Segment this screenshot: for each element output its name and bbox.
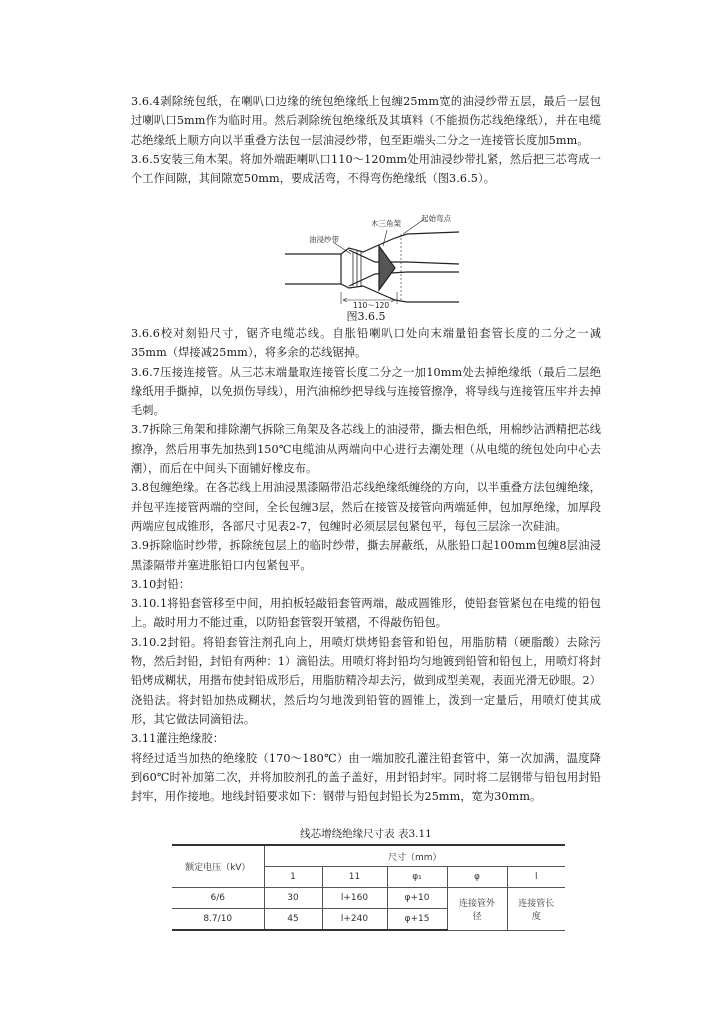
paragraph-3-6-5: 3.6.5安装三角木架。将加外端距喇叭口110～120mm处用油浸纱带扎紧，然后把三芯弯成一个工作间隙，其间隙宽50mm，要成活弯，不得弯伤绝缘纸（图3.6.5）。 <box>131 152 601 186</box>
cell-value: l+160 <box>322 888 387 909</box>
cell-value: φ+10 <box>387 888 447 909</box>
paragraph-3-6-4: 3.6.4剥除统包纸，在喇叭口边缘的统包绝缘纸上包缠25mm宽的油浸纱带五层，最后一层包过喇叭口5mm作为临时用。然后剥除统包绝缘纸及其填料（不能损伤芯线绝缘纸），并在电缆芯绝缘纸上顺方向以半重叠方法包一层油浸纱带，包至距端头二分之一连接管长度加5mm。 <box>131 95 601 147</box>
header-size: 尺寸（mm） <box>264 845 565 867</box>
header-col-phi1: φ₁ <box>387 867 447 888</box>
insulation-size-table <box>172 844 565 931</box>
paragraph-3-11-body: 将经过适当加热的绝缘胶（170～180℃）由一端加胶孔灌注铅套管中，第一次加满，温度降到60℃时补加第二次，并将加胶剂孔的盖子盖好，用封铅封牢。同时将二层钢带与铅包用封铅封牢，用作接地。地线封铅要求如下：钢带与铅包封铅长为25mm，宽为30mm。 <box>131 751 601 804</box>
paragraph-3-10-1: 3.10.1将铅套管移至中间，用拍板轻敲铅套管两端，敲成圆锥形，使铅套管紧包在电缆的铅包上。敲时用力不能过重，以防铅套管裂开皱褶，不得敲伤铅包。 <box>131 597 601 630</box>
header-col-l: l <box>507 867 565 888</box>
label-wood-frame: 木三角架 <box>371 219 401 228</box>
cell-value: l+240 <box>322 909 387 931</box>
cell-voltage: 6/6 <box>172 888 264 909</box>
paragraph-3-7: 3.7拆除三角架和排除潮气拆除三角架及各芯线上的油浸带，撕去相色纸，用棉纱沾洒精把芯线擦净，然后用事先加热到150℃电缆油从两端向中心进行去潮处理（从电缆的统包处向中心去潮），而后在中间头下面铺好橡皮布。 <box>131 423 601 476</box>
header-col-phi: φ <box>447 867 507 888</box>
paragraph-3-9: 3.9拆除临时纱带，拆除统包层上的临时纱带，撕去屏蔽纸，从胀铅口起100mm包缠8层油浸黑漆隔带并塞进胀铅口内包紧包平。 <box>131 539 601 572</box>
dimension-label: 110～120 <box>353 301 390 310</box>
paragraph-3-8: 3.8包缠绝缘。在各芯线上用油浸黑漆隔带沿芯线绝缘纸缠绕的方向，以半重叠方法包缠绝缘，并包平连接管两端的空间，全长包缠3层，然后在接管及接管向两端延伸，包加厚绝缘，加厚段两端应包成锥形，各部尺寸见表2-7，包缠时必须层层包紧包平，每包三层涂一次硅油。 <box>131 481 602 533</box>
paragraph-3-6-7: 3.6.7压接连接管。从三芯末端量取连接管长度二分之一加10mm处去掉绝缘纸（最后二层绝缘纸用手撕掉，以免损伤导线），用汽油棉纱把导线与连接管擦净，将导线与连接管压牢并去掉毛刺。 <box>131 365 601 418</box>
cell-value: 30 <box>264 888 322 909</box>
paragraph-3-6-6: 3.6.6校对刻铅尺寸，锯齐电缆芯线。自胀铅喇叭口处向末端量铅套管长度的二分之一减35mm（焊接减25mm），将多余的芯线锯掉。 <box>131 327 601 360</box>
paragraph-3-10: 3.10封铅： <box>131 577 191 591</box>
cell-connector-od: 连接管外径 <box>447 888 507 931</box>
cell-voltage: 8.7/10 <box>172 909 264 931</box>
header-col-1: 1 <box>264 867 322 888</box>
label-tape: 油浸纱带 <box>309 235 339 244</box>
text-section-bottom <box>131 324 601 806</box>
header-col-11: 11 <box>322 867 387 888</box>
table-header-row-1 <box>172 845 565 867</box>
paragraph-3-10-2: 3.10.2封铅。将铅套管注剂孔向上，用喷灯烘烤铅套管和铅包，用脂肪精（硬脂酸）去除污物，然后封铅，封铅有两种：1）滴铅法。用喷灯将封铅均匀地镀到铅管和铅包上，用喷灯将封铅烤成糊状，用揩布使封铅成形后，用脂肪精冷却去污，做到成型美观，表面光滑无砂眼。2）浇铅法。将封铅加热成糊状，然后均匀地泼到铅管的圆锥上，泼到一定量后，用喷灯使其成形，其它做法同滴铅法。 <box>131 635 602 726</box>
table-row <box>172 888 565 909</box>
label-bend-point: 起始弯点 <box>421 214 451 223</box>
cell-value: 45 <box>264 909 322 931</box>
text-section-top <box>131 92 601 188</box>
cable-joint-figure <box>283 212 461 310</box>
figure-caption: 图3.6.5 <box>346 310 386 323</box>
cell-value: φ+15 <box>387 909 447 931</box>
cell-connector-len: 连接管长度 <box>507 888 565 931</box>
paragraph-3-11: 3.11灌注绝缘胶： <box>131 732 225 746</box>
table-title: 线芯增绕绝缘尺寸表 表3.11 <box>300 828 432 840</box>
header-rated-voltage: 额定电压（kV） <box>172 845 264 888</box>
